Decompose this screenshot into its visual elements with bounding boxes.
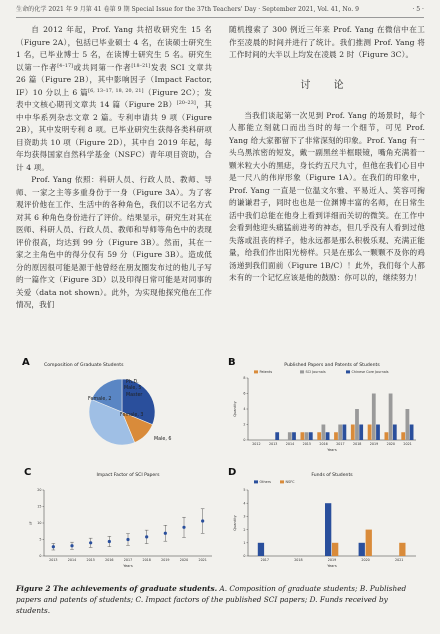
x-axis-label: Years (327, 448, 337, 452)
page-number: · 5 · (412, 6, 424, 13)
data-point (145, 535, 148, 538)
data-point (164, 532, 167, 535)
bar (309, 432, 313, 440)
y-tick-label: 6 (243, 391, 246, 396)
x-tick-label: 2014 (67, 558, 77, 562)
y-tick-label: 5 (39, 537, 42, 542)
y-axis-label: Quantity (233, 401, 237, 417)
x-tick-label: 2019 (161, 558, 170, 562)
bar (322, 425, 326, 441)
legend-swatch (254, 480, 258, 483)
y-tick-label: 5 (243, 488, 246, 493)
x-tick-label: 2019 (369, 442, 379, 446)
x-tick-label: 2018 (142, 558, 151, 562)
bar (389, 394, 393, 441)
figure-panel-b (226, 356, 422, 456)
x-tick-label: 2016 (105, 558, 114, 562)
pie-label-female-3: Female, 3 (120, 413, 144, 418)
bar (332, 543, 338, 556)
caption-text: A. Composition of graduate students; B. Published papers and patents of students; C. Impact factors of the published SCI papers; D. Funds received by students. (16, 584, 407, 615)
pie-chart-title: Composition of Graduate Students (44, 363, 124, 368)
y-tick-label: 3 (243, 514, 246, 519)
x-axis-label: Years (123, 564, 133, 568)
y-axis-label: IF (29, 521, 33, 525)
y-tick-label: 4 (243, 407, 246, 412)
x-tick-label: 2021 (403, 442, 412, 446)
figure-panel-d (226, 466, 422, 572)
bar (366, 530, 372, 556)
data-point (201, 519, 204, 522)
bar (376, 425, 380, 441)
x-tick-label: 2021 (395, 558, 404, 562)
x-tick-label: 2015 (302, 442, 311, 446)
x-tick-label: 2020 (361, 558, 370, 562)
figure-panel-a (22, 356, 207, 456)
right-text-column (229, 24, 425, 332)
bar-chart-funds-svg (226, 466, 422, 572)
x-tick-label: 2012 (252, 442, 261, 446)
x-tick-label: 2014 (285, 442, 295, 446)
chart-title: Published Papers and Patents of Students (284, 363, 380, 368)
discussion-heading: 讨 论 (300, 79, 354, 91)
bar-chart-papers-svg (226, 356, 422, 456)
x-tick-label: 2017 (336, 442, 345, 446)
x-tick-label: 2013 (49, 558, 58, 562)
data-point (52, 545, 55, 548)
left-text-column (16, 24, 212, 332)
text-run: 或共同第一作者 (73, 62, 132, 72)
text-run: 自 2012 年起，Prof. Yang 共招收研究生 15 名（Figure 2A），包括已毕业硕士 4 名，在读硕士研究生 1 名，已毕业博士 5 名，在读博士研究生 5 名。研究生以第一作者 (16, 25, 212, 72)
figure-panel-c (22, 466, 218, 572)
x-tick-label: 2015 (86, 558, 95, 562)
bar (393, 425, 397, 441)
x-tick-label: 2018 (294, 558, 303, 562)
pie-chart-svg (22, 356, 207, 456)
bar (406, 409, 410, 440)
data-point (182, 526, 185, 529)
legend-swatch (254, 370, 258, 373)
legend-label: NSFC (285, 480, 295, 484)
panel-letter-a: A (22, 357, 30, 368)
reference-superscript: [6, 13–17, 18, 20, 21] (88, 88, 144, 94)
bar (401, 432, 405, 440)
x-tick-label: 2018 (353, 442, 362, 446)
reference-superscript: [18–21] (131, 63, 151, 69)
legend-swatch (280, 480, 284, 483)
data-point (126, 538, 129, 541)
bar (301, 432, 305, 440)
x-axis-label: Years (327, 564, 337, 568)
data-point (89, 541, 92, 544)
pie-label-female-2: Female, 2 (88, 397, 112, 402)
bar (325, 503, 331, 556)
legend-label: Others (259, 480, 271, 484)
pie-slices (89, 379, 155, 445)
y-tick-label: 4 (243, 501, 246, 506)
bar (351, 425, 355, 441)
pie-label-male-6: Male, 6 (154, 437, 172, 442)
text-run: ，其中中华系列杂志文章 2 篇。专利申请共 9 项（Figure 2B），其中发明专利 8 项。已毕业研究生获得各类科研项目资助共 10 项（Figure 2D），其中自 2019 年起，每年均获得国家自然科学基金（NSFC）青年项目资助，合计 4 项。 (16, 100, 212, 172)
legend-swatch (300, 370, 304, 373)
y-tick-label: 2 (243, 527, 246, 532)
y-axis-label: Quantity (233, 515, 237, 531)
y-tick-label: 15 (37, 504, 42, 509)
x-tick-label: 2013 (269, 442, 278, 446)
panel-letter-b: B (228, 357, 236, 368)
y-tick-label: 10 (37, 521, 42, 526)
bar (410, 425, 414, 441)
bar (359, 425, 363, 441)
running-head-text: 生命的化学 2021 年 9 月第 41 卷第 9 期 Special Issue for the 37th Teachers' Day · September 2021, Vol. 41, No. 9 (16, 6, 359, 13)
y-tick-label: 0 (243, 554, 246, 559)
y-tick-label: 2 (243, 422, 246, 427)
legend-label: Patents (259, 370, 273, 374)
bar (326, 432, 330, 440)
legend-swatch (346, 370, 350, 373)
reference-superscript: [4–17] (57, 63, 74, 69)
bar (343, 425, 347, 441)
bar (275, 432, 279, 440)
y-tick-label: 0 (39, 554, 42, 559)
scatter-chart-if-svg (22, 466, 218, 572)
data-point (70, 544, 73, 547)
x-tick-label: 2020 (386, 442, 395, 446)
text-run: （Figure 2C）；发表中文核心期刊文章共 14 篇（Figure 2B） (16, 87, 212, 109)
x-tick-label: 2016 (319, 442, 328, 446)
x-tick-label: 2017 (260, 558, 269, 562)
x-tick-label: 2021 (198, 558, 207, 562)
bar (338, 425, 342, 441)
legend-label: SCI Journals (305, 370, 326, 374)
pie-label-phd: Ph.D. (126, 380, 139, 385)
caption-lead: Figure 2 The achievements of graduate students. (16, 584, 218, 593)
figure-caption (16, 583, 424, 616)
panel-letter-c: C (24, 467, 32, 478)
pie-label-phd-male: Male, 5 (124, 386, 142, 391)
bar (334, 432, 338, 440)
x-tick-label: 2017 (123, 558, 133, 562)
paragraph-working-hours: 随机搜索了 300 例近三年来 Prof. Yang 在微信中在工作至凌晨的时间并进行了统计。我们推测 Prof. Yang 将工作时间的大半以上均发在凌晨 2 时（Figure 3C）。 (229, 25, 425, 59)
y-tick-label: 8 (243, 376, 246, 381)
bar (317, 432, 321, 440)
bar (258, 543, 264, 556)
y-tick-label: 20 (37, 488, 42, 493)
x-tick-label: 2020 (179, 558, 189, 562)
x-tick-label: 2019 (327, 558, 337, 562)
bar (385, 432, 389, 440)
paragraph-student-output (16, 24, 212, 174)
paragraph-roles: Prof. Yang 依照：科研人员、行政人员、教师、导师、一家之主等多重身份于一身（Figure 3A）。为了客观评价他在工作、生活中的各种角色，我们以不记名方式对其 6 种角色身份进行了评价。结果显示，研究生对其在医师、科研人员、行政人员、教师和导师等角色中的表现评价很高，均达到 99 分（Figure 3B）。然而，其在一家之主角色中的得分仅有 59 分（Figure 3B）。造成低分的原因很可能是源于他曾经在朋友圈发布过的他儿子写的一篇作文（Figure 3D）以及印得日常可能是对同事的关爱（data not shown）。此外，为实现他探究他在工作情况，我们 (16, 175, 212, 309)
y-tick-label: 0 (243, 438, 246, 443)
bar (399, 543, 405, 556)
legend-label: Chinese Core Journals (351, 370, 389, 374)
bar (368, 425, 372, 441)
bar (288, 432, 292, 440)
reference-superscript: [20–23] (176, 101, 196, 106)
bar (372, 394, 376, 441)
bar (355, 409, 359, 440)
bar (292, 432, 296, 440)
y-tick-label: 1 (243, 541, 246, 545)
bar (305, 432, 309, 440)
paragraph-discussion: 当我们谈起第一次见到 Prof. Yang 的场景时，每个人都能立刻就口而出当时的每一个细节，可见 Prof. Yang 给大家都留下了非常深刻的印象。Prof. Yang 有一头乌黑浓密的短发，戴一副黑丝半框眼镜，嘴角充满着一颗米粒大小的黑痣，身长约五尺九寸，但他在我们心目中是一尺八的伟岸形象（Figure 1A）。在我们的印象中，Prof. Yang 一直是一位温文尔雅、平易近人、笑容可掬的谦谦君子，同时也也是一位渊博丰富的名师，在日常生活中我们总能在他身上看到详细而关切的微笑。在工作中会看到他迎头痛猛前进考的神态，但几乎没有人看到过他失落或沮丧的样子，他永远都是那么积极乐观、充满正能量，给我们作出阳光榜样。只是在那么一颗颗不及你的鸡汤递到我们面前（Figure 1B/C）！此外，我们每个人都未有的一个记忆应该是他的鼓励：你可以的，继续努力！ (229, 110, 425, 282)
chart-title: Impact Factor of SCI Papers (96, 473, 160, 478)
running-head (16, 5, 424, 18)
chart-title: Funds of Students (311, 473, 353, 478)
panel-letter-d: D (228, 467, 237, 478)
text-run: 发表 SCI 文章共 26 篇（Figure 2B），其中影响因子（Impact Factor, IF）10 分以上 6 篇 (16, 62, 212, 97)
bar (359, 543, 365, 556)
data-point (108, 540, 111, 543)
pie-label-master: Master (126, 393, 143, 398)
